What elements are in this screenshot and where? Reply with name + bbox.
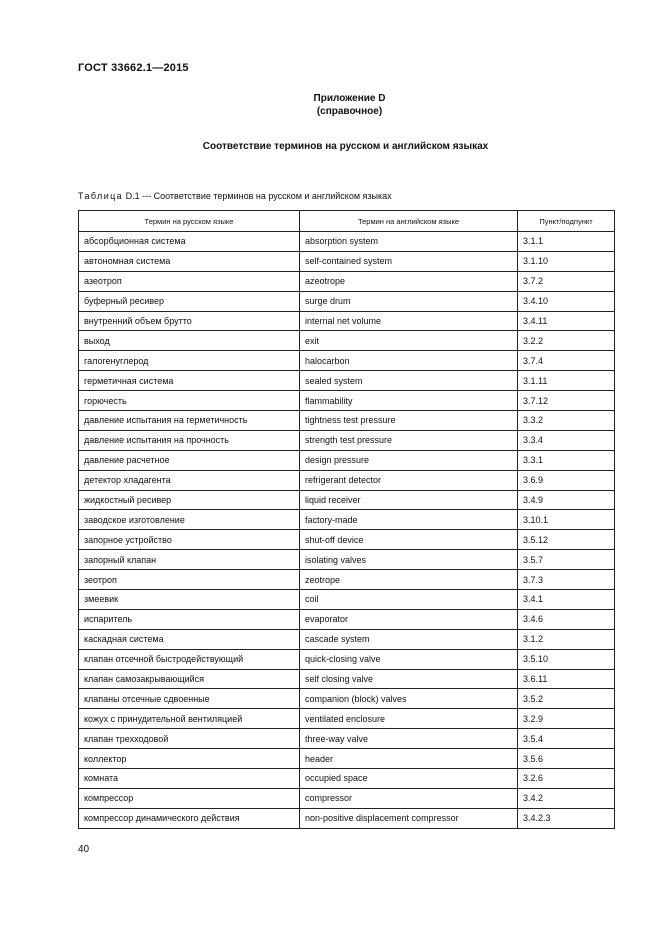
russian-term-cell: компрессор (79, 788, 300, 808)
english-term-cell: refrigerant detector (300, 470, 518, 490)
clause-cell: 3.7.2 (518, 271, 615, 291)
table-caption-text: D.1 --- Соответствие терминов на русском и английском языках (123, 191, 392, 201)
english-term-cell: azeotrope (300, 271, 518, 291)
table-row (79, 629, 615, 649)
russian-term-cell: автономная система (79, 251, 300, 271)
russian-term-cell: внутренний объем брутто (79, 311, 300, 331)
clause-cell: 3.4.9 (518, 490, 615, 510)
english-term-cell: occupied space (300, 769, 518, 789)
english-term-cell: isolating valves (300, 550, 518, 570)
clause-cell: 3.3.2 (518, 411, 615, 431)
english-term-cell: sealed system (300, 371, 518, 391)
english-term-cell: zeotrope (300, 570, 518, 590)
table-row (79, 371, 615, 391)
english-term-cell: strength test pressure (300, 430, 518, 450)
table-row (79, 769, 615, 789)
clause-cell: 3.3.4 (518, 430, 615, 450)
table-row (79, 470, 615, 490)
table-row (79, 430, 615, 450)
clause-cell: 3.5.12 (518, 530, 615, 550)
english-term-cell: shut-off device (300, 530, 518, 550)
table-body (79, 232, 615, 829)
clause-cell: 3.5.7 (518, 550, 615, 570)
english-term-cell: self closing valve (300, 669, 518, 689)
english-term-cell: coil (300, 590, 518, 610)
russian-term-cell: детектор хладагента (79, 470, 300, 490)
english-term-cell: compressor (300, 788, 518, 808)
english-term-cell: halocarbon (300, 351, 518, 371)
appendix-heading (0, 92, 661, 118)
english-term-cell: quick-closing valve (300, 649, 518, 669)
table-row (79, 550, 615, 570)
table-row (79, 232, 615, 252)
table-row (79, 609, 615, 629)
russian-term-cell: жидкостный ресивер (79, 490, 300, 510)
clause-cell: 3.6.11 (518, 669, 615, 689)
english-term-cell: factory-made (300, 510, 518, 530)
clause-cell: 3.2.2 (518, 331, 615, 351)
english-term-cell: companion (block) valves (300, 689, 518, 709)
clause-cell: 3.5.2 (518, 689, 615, 709)
terms-table (78, 210, 615, 829)
clause-cell: 3.3.1 (518, 450, 615, 470)
header-english-term: Термин на английском языке (300, 211, 518, 232)
table-row (79, 570, 615, 590)
russian-term-cell: давление испытания на прочность (79, 430, 300, 450)
clause-cell: 3.5.6 (518, 749, 615, 769)
english-term-cell: cascade system (300, 629, 518, 649)
russian-term-cell: компрессор динамического действия (79, 808, 300, 828)
table-header-row (79, 211, 615, 232)
english-term-cell: liquid receiver (300, 490, 518, 510)
table-caption-label: Таблица (78, 191, 124, 201)
clause-cell: 3.7.3 (518, 570, 615, 590)
clause-cell: 3.1.10 (518, 251, 615, 271)
english-term-cell: header (300, 749, 518, 769)
russian-term-cell: зеотроп (79, 570, 300, 590)
appendix-title: Приложение D (313, 93, 386, 104)
table-row (79, 689, 615, 709)
russian-term-cell: запорное устройство (79, 530, 300, 550)
appendix-subtitle: (справочное) (316, 106, 383, 117)
russian-term-cell: клапан трехходовой (79, 729, 300, 749)
clause-cell: 3.4.1 (518, 590, 615, 610)
header-clause: Пункт/подпункт (518, 211, 615, 232)
section-title: Соответствие терминов на русском и английском языках (202, 141, 489, 152)
english-term-cell: design pressure (300, 450, 518, 470)
document-code: ГОСТ 33662.1—2015 (78, 62, 189, 74)
clause-cell: 3.10.1 (518, 510, 615, 530)
english-term-cell: absorption system (300, 232, 518, 252)
clause-cell: 3.1.1 (518, 232, 615, 252)
russian-term-cell: давление расчетное (79, 450, 300, 470)
table-row (79, 749, 615, 769)
clause-cell: 3.5.10 (518, 649, 615, 669)
russian-term-cell: абсорбционная система (79, 232, 300, 252)
page-number: 40 (78, 844, 90, 855)
english-term-cell: ventilated enclosure (300, 709, 518, 729)
table-row (79, 251, 615, 271)
table-row (79, 351, 615, 371)
english-term-cell: internal net volume (300, 311, 518, 331)
clause-cell: 3.4.2 (518, 788, 615, 808)
clause-cell: 3.4.10 (518, 291, 615, 311)
russian-term-cell: горючесть (79, 391, 300, 411)
table-caption (78, 191, 392, 201)
russian-term-cell: комната (79, 769, 300, 789)
header-russian-term: Термин на русском языке (79, 211, 300, 232)
english-term-cell: self-contained system (300, 251, 518, 271)
english-term-cell: non-positive displacement compressor (300, 808, 518, 828)
english-term-cell: exit (300, 331, 518, 351)
table-row (79, 729, 615, 749)
clause-cell: 3.5.4 (518, 729, 615, 749)
clause-cell: 3.4.2.3 (518, 808, 615, 828)
clause-cell: 3.6.9 (518, 470, 615, 490)
table-row (79, 391, 615, 411)
table-row (79, 311, 615, 331)
russian-term-cell: галогенуглерод (79, 351, 300, 371)
table-row (79, 530, 615, 550)
table-row (79, 510, 615, 530)
table-row (79, 808, 615, 828)
table-row (79, 649, 615, 669)
table-row (79, 271, 615, 291)
clause-cell: 3.4.6 (518, 609, 615, 629)
russian-term-cell: герметичная система (79, 371, 300, 391)
russian-term-cell: заводское изготовление (79, 510, 300, 530)
table-row (79, 590, 615, 610)
table-row (79, 788, 615, 808)
clause-cell: 3.7.4 (518, 351, 615, 371)
russian-term-cell: выход (79, 331, 300, 351)
table-row (79, 669, 615, 689)
table-row (79, 490, 615, 510)
english-term-cell: three-way valve (300, 729, 518, 749)
english-term-cell: flammability (300, 391, 518, 411)
russian-term-cell: азеотроп (79, 271, 300, 291)
russian-term-cell: клапан отсечной быстродействующий (79, 649, 300, 669)
russian-term-cell: каскадная система (79, 629, 300, 649)
table-row (79, 331, 615, 351)
russian-term-cell: клапаны отсечные сдвоенные (79, 689, 300, 709)
clause-cell: 3.1.2 (518, 629, 615, 649)
russian-term-cell: змеевик (79, 590, 300, 610)
clause-cell: 3.2.6 (518, 769, 615, 789)
russian-term-cell: буферный ресивер (79, 291, 300, 311)
english-term-cell: surge drum (300, 291, 518, 311)
clause-cell: 3.2.9 (518, 709, 615, 729)
clause-cell: 3.7.12 (518, 391, 615, 411)
table-row (79, 450, 615, 470)
russian-term-cell: испаритель (79, 609, 300, 629)
clause-cell: 3.4.11 (518, 311, 615, 331)
russian-term-cell: коллектор (79, 749, 300, 769)
table-row (79, 411, 615, 431)
clause-cell: 3.1.11 (518, 371, 615, 391)
english-term-cell: evaporator (300, 609, 518, 629)
russian-term-cell: кожух с принудительной вентиляцией (79, 709, 300, 729)
table-row (79, 291, 615, 311)
russian-term-cell: запорный клапан (79, 550, 300, 570)
russian-term-cell: давление испытания на герметичность (79, 411, 300, 431)
table-row (79, 709, 615, 729)
russian-term-cell: клапан самозакрывающийся (79, 669, 300, 689)
english-term-cell: tightness test pressure (300, 411, 518, 431)
